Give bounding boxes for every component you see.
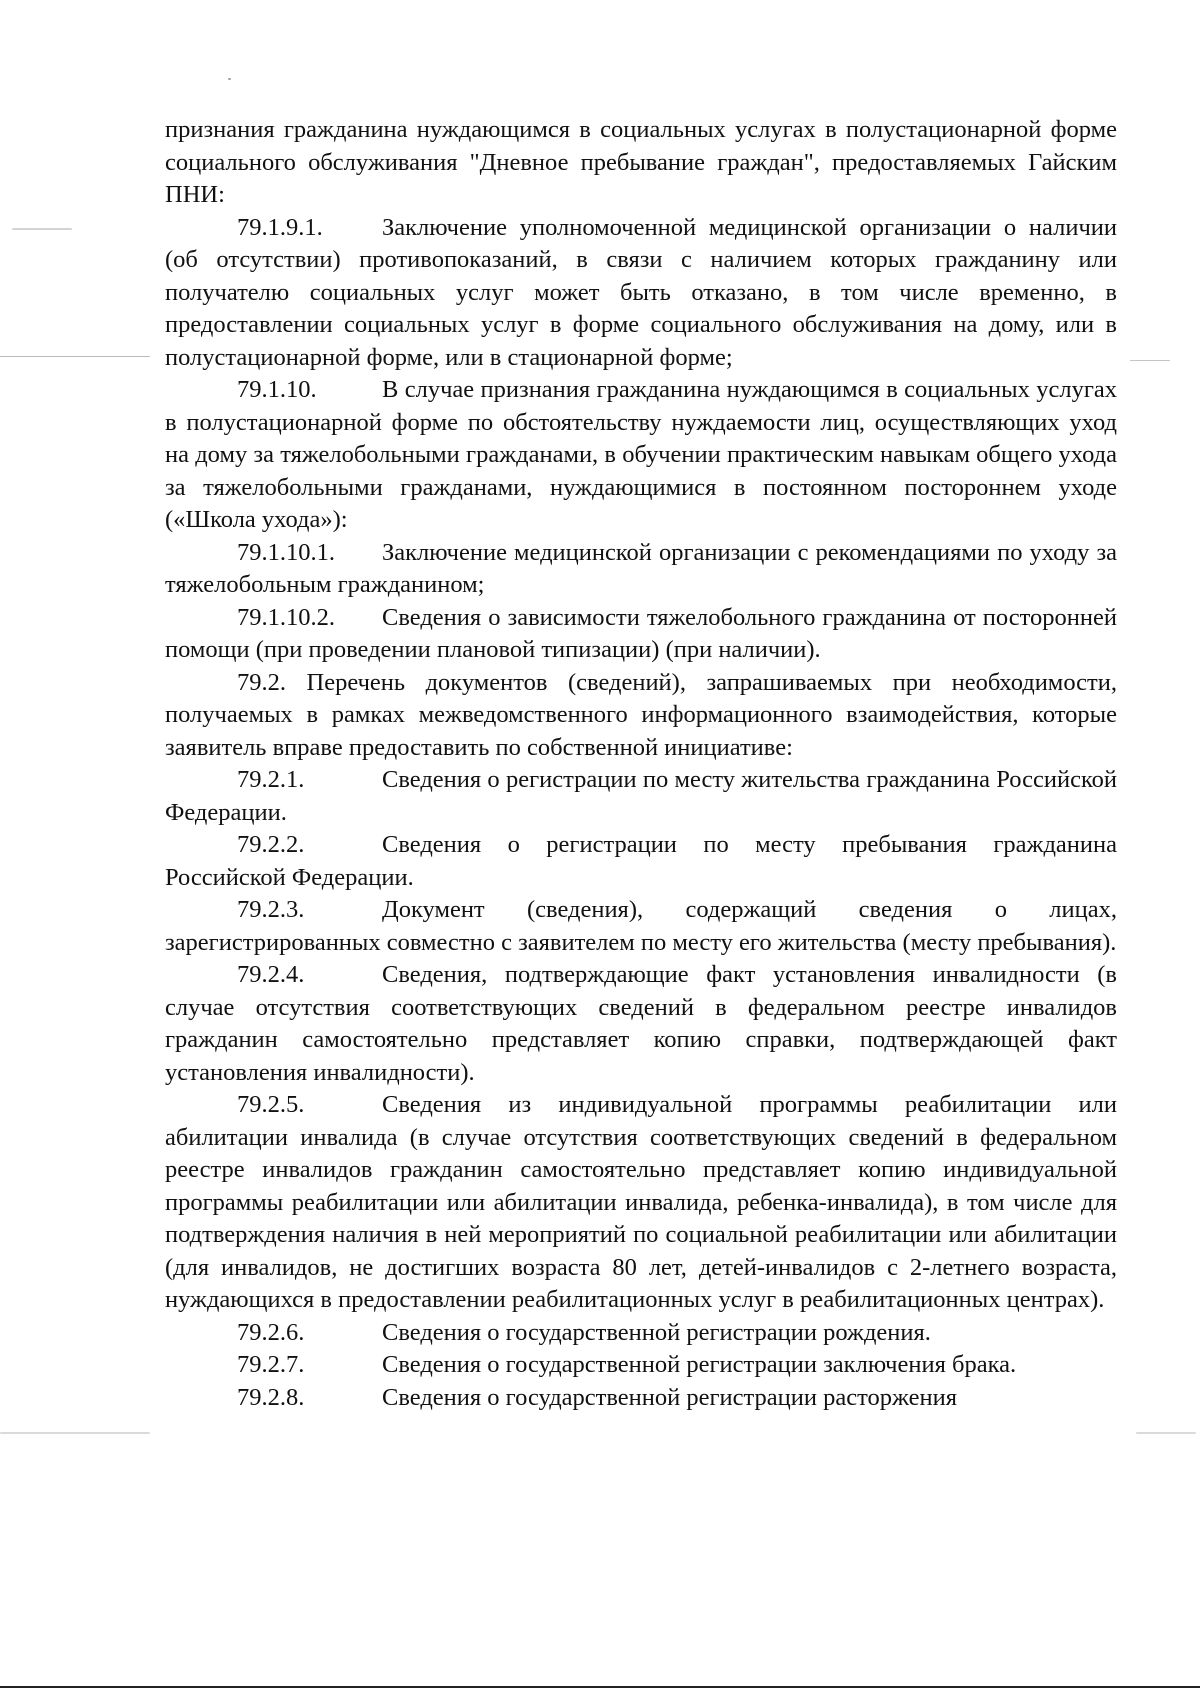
paragraph-number: 79.2.2. [237, 831, 305, 858]
paragraph-text: 79.2. Перечень документов (сведений), запрашиваемых при необходимости, получаемых в рамках межведомственного информационного взаимодействия, которые заявитель вправе предоставить по собственной инициативе: [165, 668, 1117, 761]
paragraph-79-1-10 [165, 374, 1117, 537]
paragraph-text: Сведения о государственной регистрации рождения. [382, 1318, 931, 1346]
scan-speck [228, 78, 231, 80]
paragraph-number: 79.2.5. [237, 1091, 305, 1118]
paragraph-79-2-1 [165, 764, 1117, 829]
paragraph-text: признания гражданина нуждающимся в социальных услугах в полустационарной форме социального обслуживания "Дневное пребывание граждан", предоставляемых Гайским ПНИ: [165, 116, 1117, 208]
paragraph-79-2-8 [165, 1382, 1117, 1415]
paragraph-text: В случае признания гражданина нуждающимся в социальных услугах в полустационарной форме по обстоятельству нуждаемости лиц, осуществляющих уход на дому за тяжелобольными гражданами, в обучении практическим навыкам общего ухода за тяжелобольными гражданами, нуждающимися в постоянном постороннем уходе («Школа ухода»): [165, 376, 1117, 533]
paragraph-number: 79.1.10.2. [237, 603, 335, 631]
paragraph-number: 79.1.9.1. [237, 213, 323, 241]
paragraph-79-2 [165, 667, 1117, 765]
paragraph-text: Сведения о регистрации по месту пребывания гражданина Российской Федерации. [165, 831, 1117, 891]
paragraph-number: 79.2.6. [237, 1318, 305, 1346]
paragraph-text: Сведения из индивидуальной программы реабилитации или абилитации инвалида (в случае отсутствия соответствующих сведений в федеральном реестре инвалидов гражданин самостоятельно представляет копию индивидуальной программы реабилитации или абилитации инвалида, ребенка-инвалида), в том числе для подтверждения наличия в ней мероприятий по социальной реабилитации или абилитации (для инвалидов, не достигших возраста 80 лет, детей-инвалидов с 2-летнего возраста, нуждающихся в предоставлении реабилитационных услуг в реабилитационных центрах). [165, 1091, 1117, 1313]
scan-speck [12, 228, 72, 230]
paragraph-continuation [165, 114, 1117, 212]
paragraph-79-1-9-1 [165, 212, 1117, 375]
paragraph-number: 79.1.10.1. [237, 538, 335, 566]
paragraph-text: Сведения о государственной регистрации расторжения [382, 1383, 957, 1411]
paragraph-79-2-4 [165, 959, 1117, 1089]
paragraph-number: 79.2.3. [237, 896, 305, 923]
scan-speck [0, 356, 150, 357]
paragraph-text: Сведения о государственной регистрации заключения брака. [382, 1351, 1017, 1378]
document-body [165, 114, 1117, 1414]
scan-speck [0, 1432, 150, 1434]
paragraph-number: 79.2.8. [237, 1383, 305, 1411]
paragraph-number: 79.2.7. [237, 1351, 305, 1378]
paragraph-79-2-3 [165, 894, 1117, 959]
paragraph-79-1-10-1 [165, 537, 1117, 602]
page-bottom-edge [0, 1686, 1200, 1688]
paragraph-79-2-7 [165, 1349, 1117, 1382]
paragraph-79-1-10-2 [165, 602, 1117, 667]
paragraph-text: Сведения о регистрации по месту жительства гражданина Российской Федерации. [165, 766, 1117, 826]
scan-speck [1136, 1432, 1196, 1434]
scan-speck [1130, 360, 1170, 361]
paragraph-text: Сведения, подтверждающие факт установления инвалидности (в случае отсутствия соответствующих сведений в федеральном реестре инвалидов гражданин самостоятельно представляет копию справки, подтверждающей факт установления инвалидности). [165, 961, 1117, 1086]
paragraph-number: 79.2.4. [237, 961, 305, 988]
paragraph-number: 79.1.10. [237, 376, 317, 403]
paragraph-79-2-5 [165, 1089, 1117, 1317]
paragraph-text: Заключение уполномоченной медицинской организации о наличии (об отсутствии) противопоказаний, в связи с наличием которых гражданину или получателю социальных услуг может быть отказано, в том числе временно, в предоставлении социальных услуг в форме социального обслуживания на дому, или в полустационарной форме, или в стационарной форме; [165, 213, 1117, 371]
paragraph-text: Сведения о зависимости тяжелобольного гражданина от посторонней помощи (при проведении плановой типизации) (при наличии). [165, 603, 1117, 663]
paragraph-text: Заключение медицинской организации с рекомендациями по уходу за тяжелобольным гражданином; [165, 538, 1117, 598]
paragraph-number: 79.2.1. [237, 766, 305, 793]
paragraph-79-2-2 [165, 829, 1117, 894]
paragraph-text: Документ (сведения), содержащий сведения о лицах, зарегистрированных совместно с заявителем по месту его жительства (месту пребывания). [165, 896, 1117, 956]
paragraph-79-2-6 [165, 1317, 1117, 1350]
